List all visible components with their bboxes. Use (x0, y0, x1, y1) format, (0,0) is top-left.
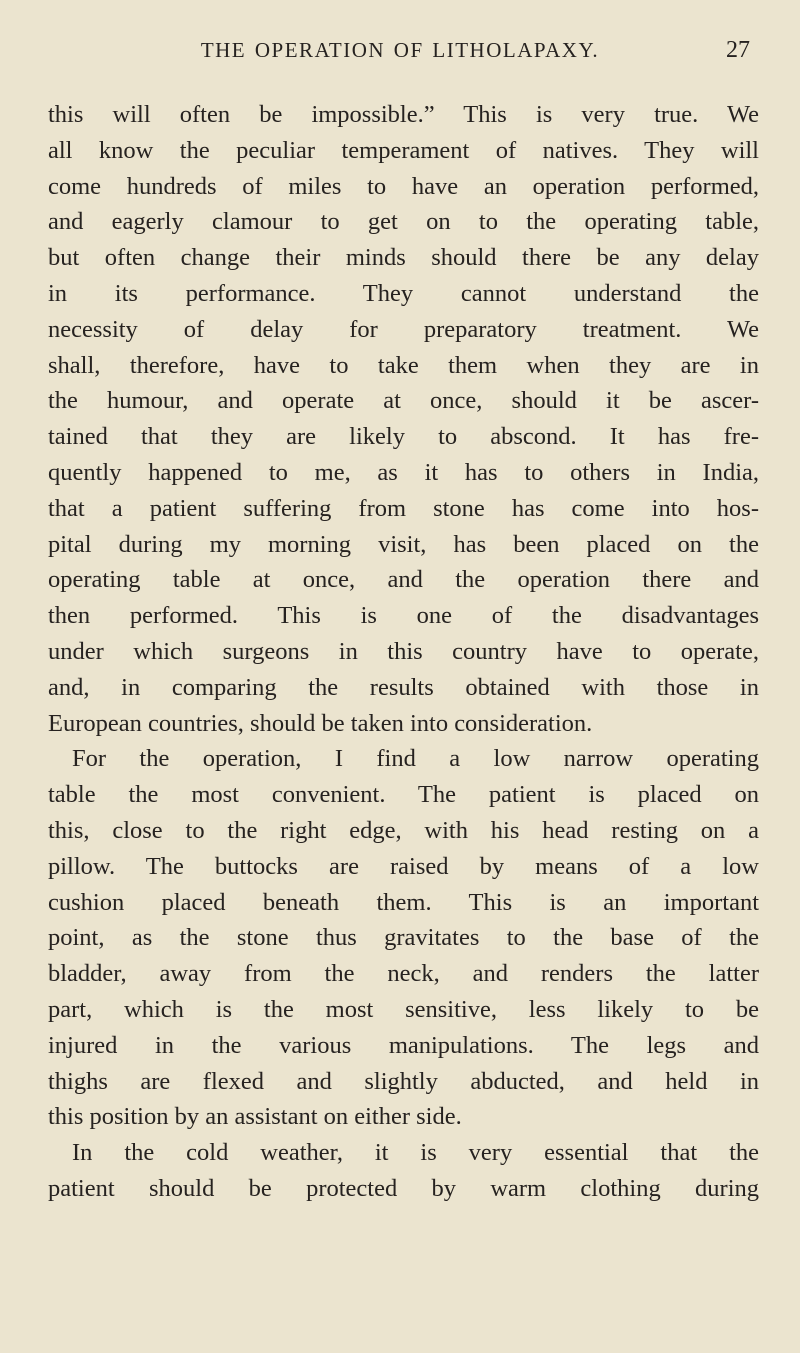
text-line: quently happened to me, as it has to others in India, (48, 458, 759, 486)
text-line: necessity of delay for preparatory treatment. We (48, 315, 759, 343)
text-line: pital during my morning visit, has been placed on the (48, 530, 759, 558)
running-title: THE OPERATION OF LITHOLAPAXY. (200, 38, 600, 62)
text-line: patient should be protected by warm clothing during (48, 1174, 759, 1202)
text-line: all know the peculiar temperament of natives. They will (48, 136, 759, 164)
body-text (48, 97, 759, 1207)
text-line: then performed. This is one of the disadvantages (48, 602, 759, 630)
text-line: come hundreds of miles to have an operation performed, (48, 172, 759, 200)
page-number: 27 (726, 37, 750, 63)
text-line: injured in the various manipulations. The legs and (48, 1031, 759, 1059)
text-line: the humour, and operate at once, should it be ascer- (48, 387, 759, 415)
text-line: operating table at once, and the operation there and (48, 566, 759, 594)
running-head (50, 30, 750, 70)
text-line: this position by an assistant on either side. (48, 1103, 462, 1131)
text-line: table the most convenient. The patient is placed on (48, 781, 759, 809)
text-line: thighs are flexed and slightly abducted, and held in (48, 1067, 759, 1095)
text-line: pillow. The buttocks are raised by means of a low (48, 852, 759, 880)
text-line: In the cold weather, it is very essential that the (72, 1139, 759, 1167)
text-line: and, in comparing the results obtained with those in (48, 673, 759, 701)
text-line: in its performance. They cannot understand the (48, 279, 759, 307)
text-line: but often change their minds should there be any delay (48, 244, 759, 272)
text-line: European countries, should be taken into consideration. (48, 709, 593, 737)
text-line: bladder, away from the neck, and renders the latter (48, 960, 759, 988)
text-line: under which surgeons in this country have to operate, (48, 637, 759, 665)
text-line: this will often be impossible.” This is very true. We (48, 101, 759, 128)
text-line: and eagerly clamour to get on to the operating table, (48, 208, 759, 236)
text-line: point, as the stone thus gravitates to the base of the (48, 924, 759, 952)
text-line: tained that they are likely to abscond. It has fre- (48, 423, 759, 451)
text-line: that a patient suffering from stone has come into hos- (48, 494, 759, 522)
text-line: cushion placed beneath them. This is an important (48, 888, 759, 916)
text-line: part, which is the most sensitive, less likely to be (48, 995, 759, 1023)
text-line: For the operation, I find a low narrow operating (72, 745, 759, 773)
text-line: this, close to the right edge, with his head resting on a (48, 816, 759, 844)
text-line: shall, therefore, have to take them when they are in (48, 351, 759, 379)
